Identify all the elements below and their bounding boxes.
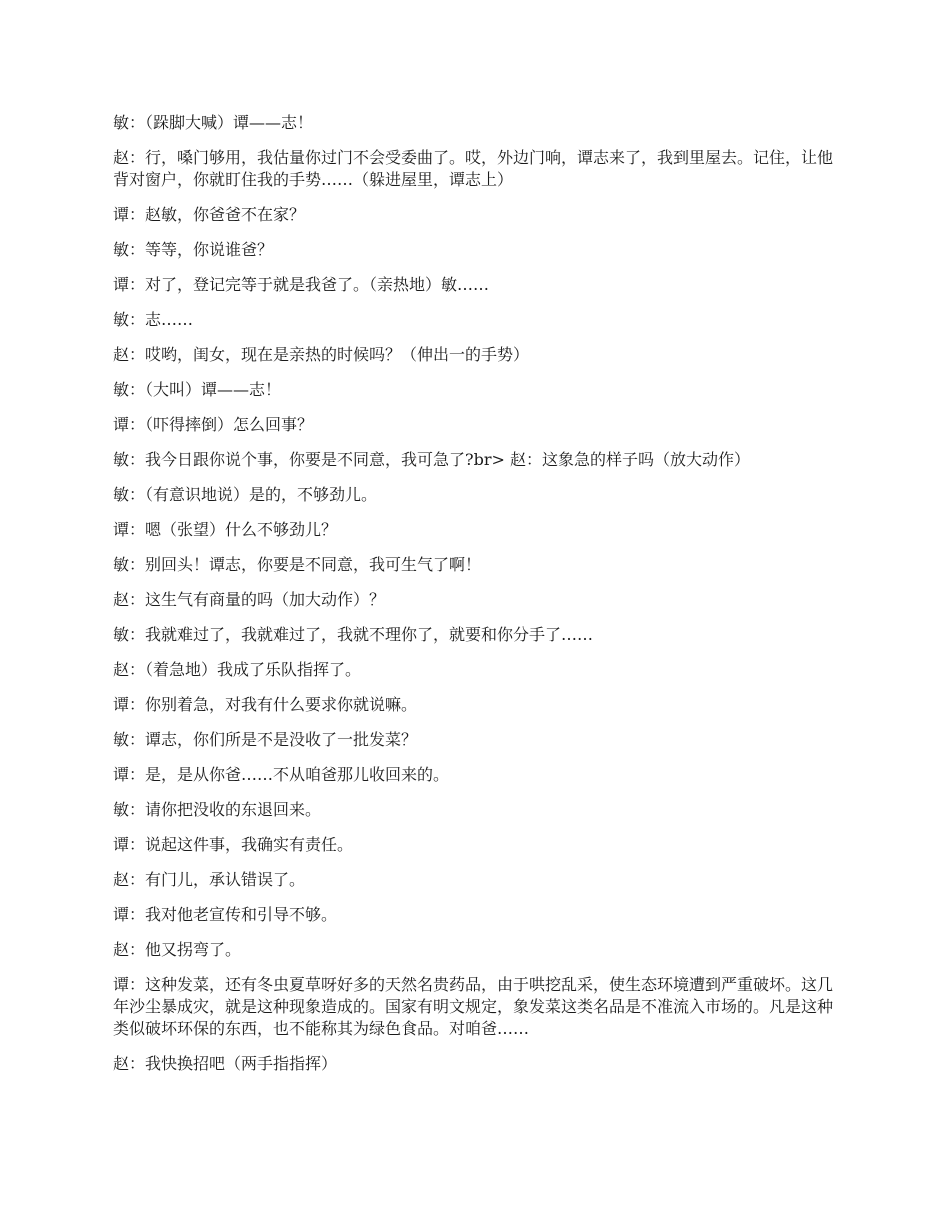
- dialogue-line: 谭：我对他老宣传和引导不够。: [113, 905, 338, 924]
- dialogue-line: 敏：谭志，你们所是不是没收了一批发菜？: [113, 730, 418, 749]
- dialogue-line: 赵：这生气有商量的吗（加大动作）？: [113, 590, 386, 609]
- dialogue-line: 谭：是，是从你爸……不从咱爸那儿收回来的。: [113, 765, 450, 784]
- dialogue-line: 赵：行，嗓门够用，我估量你过门不会受委曲了。哎，外边门响，谭志来了，我到里屋去。记住，让他背对窗户，你就盯住我的手势……（躲进屋里，谭志上）: [113, 148, 834, 189]
- dialogue-line: 谭：（吓得摔倒）怎么回事？: [113, 415, 314, 434]
- dialogue-line: 谭：嗯（张望）什么不够劲儿？: [113, 520, 338, 539]
- dialogue-line: 赵：我快换招吧（两手指指挥）: [113, 1054, 338, 1073]
- dialogue-line: 谭：这种发菜，还有冬虫夏草呀好多的天然名贵药品，由于哄挖乱采，使生态环境遭到严重破坏。这几年沙尘暴成灾，就是这种现象造成的。国家有明文规定，象发菜这类名品是不准流入市场的。凡是这种类似破坏环保的东西，也不能称其为绿色食品。对咱爸……: [113, 975, 834, 1038]
- dialogue-line: 赵：有门儿，承认错误了。: [113, 870, 306, 889]
- dialogue-line: 谭：对了，登记完等于就是我爸了。（亲热地）敏……: [113, 275, 490, 294]
- dialogue-line: 敏：我就难过了，我就难过了，我就不理你了，就要和你分手了……: [113, 625, 594, 644]
- dialogue-line: 敏：等等，你说谁爸？: [113, 240, 274, 259]
- dialogue-line: 赵：（着急地）我成了乐队指挥了。: [113, 660, 362, 679]
- dialogue-line: 敏：（大叫）谭——志！: [113, 380, 282, 399]
- document-page: [113, 112, 843, 1088]
- dialogue-line: 敏：请你把没收的东退回来。: [113, 800, 322, 819]
- dialogue-line: 赵：哎哟，闺女，现在是亲热的时候吗？（伸出一的手势）: [113, 345, 530, 364]
- dialogue-line: 敏：别回头！谭志，你要是不同意，我可生气了啊！: [113, 555, 482, 574]
- dialogue-line: 敏：（跺脚大喊）谭——志！: [113, 113, 314, 132]
- dialogue-line: 敏：我今日跟你说个事，你要是不同意，我可急了?br> 赵：这象急的样子吗（放大动作）: [113, 450, 750, 469]
- dialogue-line: 赵：他又拐弯了。: [113, 940, 242, 959]
- dialogue-line: 谭：说起这件事，我确实有责任。: [113, 835, 354, 854]
- dialogue-line: 谭：你别着急，对我有什么要求你就说嘛。: [113, 695, 418, 714]
- dialogue-line: 敏：志……: [113, 310, 194, 329]
- dialogue-line: 谭：赵敏，你爸爸不在家？: [113, 205, 306, 224]
- dialogue-line: 敏：（有意识地说）是的，不够劲儿。: [113, 485, 378, 504]
